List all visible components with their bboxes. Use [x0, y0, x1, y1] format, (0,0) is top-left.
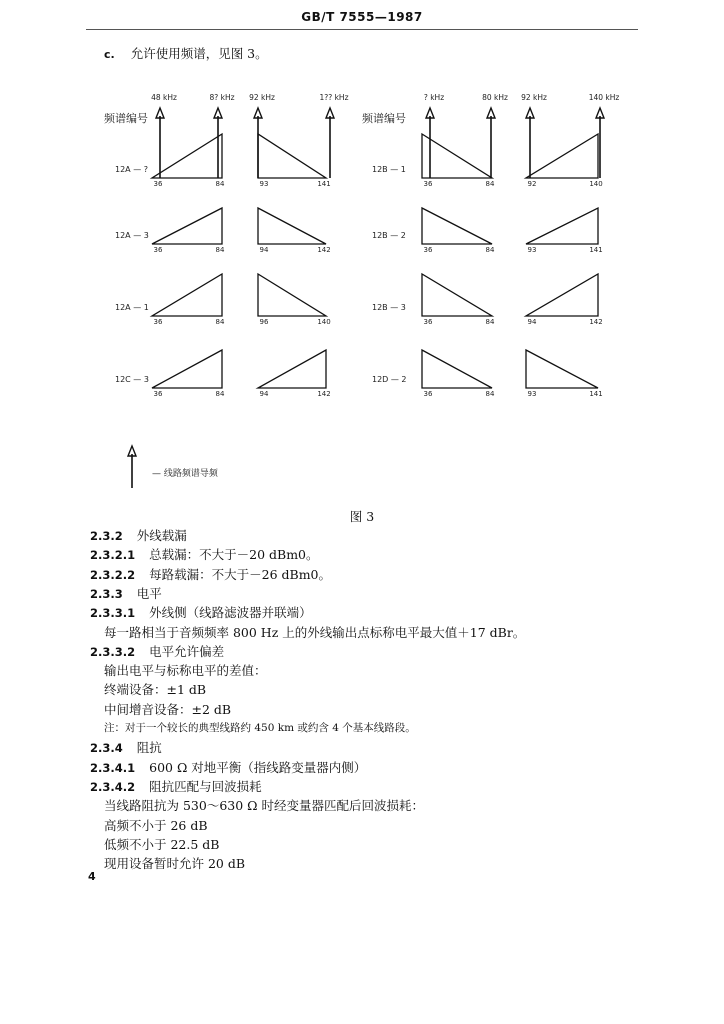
numbered-line [90, 545, 319, 563]
left-row-3-code: 12C — 3 [115, 375, 149, 384]
right-row-3-label-0: 36 [423, 390, 433, 398]
section-number: 2.3.2.2 [90, 567, 136, 582]
right-top-label-3: 140 kHz [588, 93, 620, 102]
section-number: 2.3.4.1 [90, 760, 136, 775]
line-text: 低频不小于 22.5 dB [104, 836, 220, 852]
section-number: 2.3.4.2 [90, 779, 136, 794]
text-line [104, 661, 267, 679]
left-group-label: 频谱编号 [104, 112, 148, 125]
left-row-2-spectrum-0 [152, 274, 222, 316]
right-row-0-label-0: 36 [423, 180, 433, 188]
line-text: 当线路阻抗为 530～630 Ω 时经变量器匹配后回波损耗： [104, 798, 425, 814]
left-top-label-1: 8? kHz [209, 93, 235, 102]
numbered-line [90, 758, 366, 776]
section-number: 2.3.2.1 [90, 548, 136, 563]
text-line [104, 700, 231, 718]
right-row-0-spectrum-0 [422, 134, 492, 178]
right-row-2-label-3: 142 [589, 318, 603, 326]
left-row-3-label-2: 94 [259, 390, 269, 398]
left-row-2-label-0: 36 [153, 318, 163, 326]
right-row-1-label-3: 141 [589, 246, 603, 254]
right-row-0-label-2: 92 [527, 180, 537, 188]
left-row-0-label-2: 93 [259, 180, 269, 188]
right-row-3-spectrum-0 [422, 350, 492, 388]
right-row-1-spectrum-1 [526, 208, 598, 244]
numbered-line [90, 603, 312, 621]
line-text: 电平 [136, 585, 162, 601]
figure-caption: 图 3 [349, 509, 375, 524]
line-text: 外线载漏 [136, 528, 187, 543]
numbered-line [90, 777, 262, 795]
spectrum-figure [0, 0, 724, 500]
left-row-1-label-0: 36 [153, 246, 163, 254]
line-text: 总载漏：不大于－20 dBm0。 [149, 547, 319, 563]
line-text: 输出电平与标称电平的差值： [104, 663, 267, 679]
text-line [104, 854, 245, 872]
line-text: 每一路相当于音频频率 800 Hz 上的外线输出点标称电平最大值＋17 dBr。 [104, 624, 526, 640]
numbered-line [90, 565, 331, 583]
section-number: 2.3.4 [90, 741, 123, 756]
right-row-0-label-3: 140 [589, 180, 603, 188]
left-row-1-code: 12A — 3 [115, 231, 149, 240]
right-group-label: 频谱编号 [362, 112, 406, 125]
left-row-0-spectrum-0 [152, 134, 222, 178]
left-row-1-spectrum-1 [258, 208, 326, 244]
text-line [104, 680, 206, 698]
line-text: 终端设备：±1 dB [104, 682, 207, 698]
left-row-3-spectrum-0 [152, 350, 222, 388]
numbered-line [90, 584, 162, 602]
left-row-0-spectrum-1 [258, 134, 326, 178]
right-row-0-code: 12B — 1 [372, 165, 406, 174]
right-row-3-label-3: 141 [589, 390, 603, 398]
document-header: GB/T 7555—1987 [301, 10, 423, 24]
left-row-3-spectrum-1 [258, 350, 326, 388]
left-row-2-label-2: 96 [259, 318, 269, 326]
section-number: 2.3.3 [90, 586, 123, 601]
line-text: 阻抗 [136, 740, 162, 756]
text-line [104, 796, 424, 814]
left-row-2-spectrum-1 [258, 274, 326, 316]
right-top-label-2: 92 kHz [521, 93, 547, 102]
line-text: 电平允许偏差 [149, 643, 225, 659]
right-row-3-code: 12D — 2 [372, 375, 407, 384]
right-top-label-0: ? kHz [423, 93, 445, 102]
left-row-3-label-0: 36 [153, 390, 163, 398]
right-row-3-label-2: 93 [527, 390, 537, 398]
right-row-1-label-1: 84 [485, 246, 495, 254]
left-row-0-code: 12A — ? [115, 165, 148, 174]
section-number: 2.3.3.2 [90, 644, 136, 659]
left-row-0-label-1: 84 [215, 180, 225, 188]
line-text: 外线侧（线路滤波器并联端） [149, 605, 312, 621]
right-row-1-spectrum-0 [422, 208, 492, 244]
line-text: 现用设备暂时允许 20 dB [104, 856, 246, 872]
right-row-1-label-2: 93 [527, 246, 537, 254]
left-row-0-label-3: 141 [317, 180, 331, 188]
left-row-3-label-1: 84 [215, 390, 225, 398]
section-number: 2.3.3.1 [90, 606, 136, 621]
numbered-line [90, 642, 224, 660]
left-row-1-label-1: 84 [215, 246, 225, 254]
page-number: 4 [88, 870, 96, 883]
left-row-1-label-2: 94 [259, 246, 269, 254]
right-row-2-spectrum-1 [526, 274, 598, 316]
left-row-2-label-3: 140 [317, 318, 331, 326]
text-line [104, 719, 416, 735]
line-text: 注：对于一个较长的典型线路约 450 km 或约含 4 个基本线路段。 [104, 722, 416, 734]
left-top-label-2: 92 kHz [249, 93, 275, 102]
right-top-label-1: 80 kHz [482, 93, 508, 102]
right-row-1-code: 12B — 2 [372, 231, 406, 240]
right-row-2-label-1: 84 [485, 318, 495, 326]
right-row-2-label-0: 36 [423, 318, 433, 326]
right-row-2-spectrum-0 [422, 274, 492, 316]
right-row-2-label-2: 94 [527, 318, 537, 326]
numbered-line [90, 526, 187, 544]
text-line [104, 816, 208, 834]
line-text: 每路载漏：不大于－26 dBm0。 [149, 566, 331, 582]
legend-text: — 线路频谱导频 [152, 469, 218, 479]
numbered-line [90, 738, 162, 756]
text-line [104, 623, 525, 641]
left-row-2-code: 12A — 1 [115, 303, 149, 312]
item-c-mark: c. [104, 48, 115, 61]
right-row-0-spectrum-1 [526, 134, 598, 178]
line-text: 阻抗匹配与回波损耗 [149, 778, 262, 794]
left-row-2-label-1: 84 [215, 318, 225, 326]
left-top-label-0: 48 kHz [151, 93, 177, 102]
right-row-1-label-0: 36 [423, 246, 433, 254]
left-top-label-3: 1?? kHz [319, 93, 349, 102]
right-row-2-code: 12B — 3 [372, 303, 406, 312]
left-row-0-label-0: 36 [153, 180, 163, 188]
right-row-3-label-1: 84 [485, 390, 495, 398]
section-number: 2.3.2 [90, 529, 123, 543]
line-text: 600 Ω 对地平衡（指线路变量器内侧） [149, 759, 367, 775]
right-row-3-spectrum-1 [526, 350, 598, 388]
left-row-1-label-3: 142 [317, 246, 331, 254]
item-c-text: 允许使用频谱，见图 3。 [130, 46, 268, 61]
left-row-1-spectrum-0 [152, 208, 222, 244]
text-line [104, 835, 219, 853]
left-row-3-label-3: 142 [317, 390, 331, 398]
line-text: 中间增音设备：±2 dB [104, 701, 232, 717]
right-row-0-label-1: 84 [485, 180, 495, 188]
line-text: 高频不小于 26 dB [104, 817, 208, 833]
